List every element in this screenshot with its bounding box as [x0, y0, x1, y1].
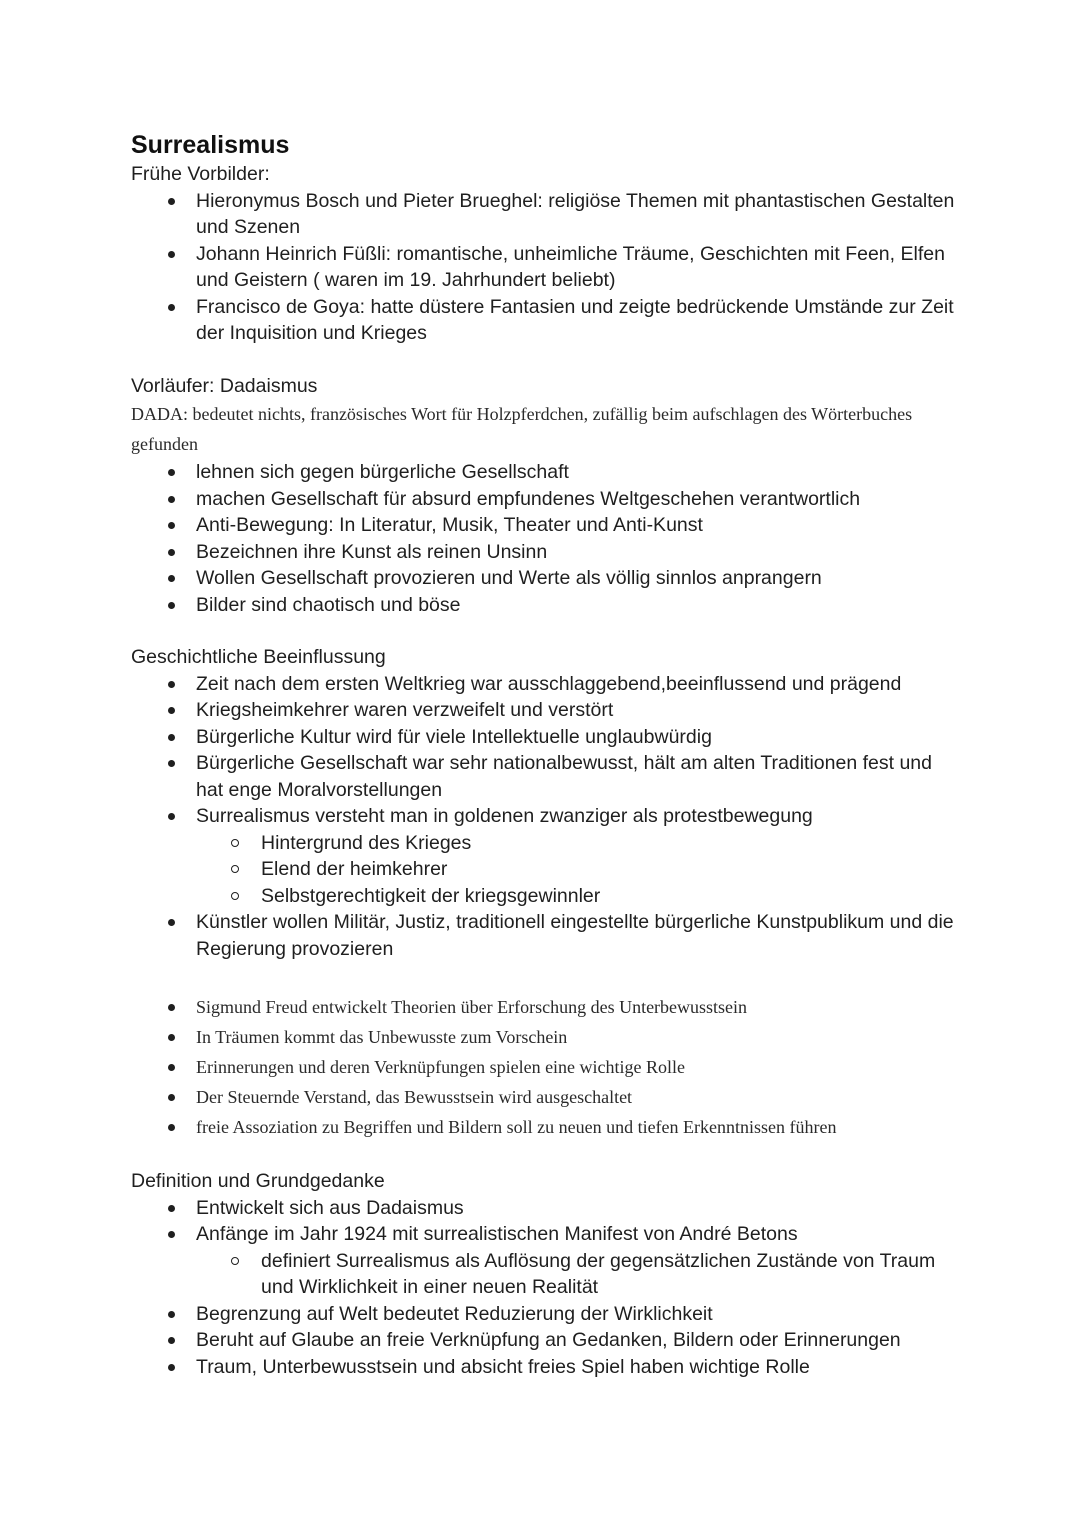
- list-item: Künstler wollen Militär, Justiz, traditionell eingestellte bürgerliche Kunstpublikum und die Regierung provozieren: [131, 909, 960, 962]
- dadaismus-heading: Vorläufer: Dadaismus: [131, 374, 318, 397]
- vorbilder-list: [131, 188, 960, 347]
- list-item: Anfänge im Jahr 1924 mit surrealistischen Manifest von André Betons: [131, 1221, 960, 1248]
- list-item: Sigmund Freud entwickelt Theorien über Erforschung des Unterbewusstsein: [131, 992, 960, 1022]
- list-item: freie Assoziation zu Begriffen und Bildern soll zu neuen und tiefen Erkenntnissen führen: [131, 1112, 960, 1142]
- list-item: Johann Heinrich Füßli: romantische, unheimliche Träume, Geschichten mit Feen, Elfen und Geistern ( waren im 19. Jahrhundert beliebt): [131, 241, 960, 294]
- definition-heading: Definition und Grundgedanke: [131, 1170, 385, 1192]
- page-title: Surrealismus: [131, 131, 290, 159]
- list-item: Hieronymus Bosch und Pieter Brueghel: religiöse Themen mit phantastischen Gestalten und Szenen: [131, 188, 960, 241]
- vorbilder-heading: Frühe Vorbilder:: [131, 163, 270, 185]
- list-item: In Träumen kommt das Unbewusste zum Vorschein: [131, 1022, 960, 1052]
- list-item: Zeit nach dem ersten Weltkrieg war ausschlaggebend,beeinflussend und prägend: [131, 671, 960, 698]
- list-item: Bürgerliche Gesellschaft war sehr nationalbewusst, hält am alten Traditionen fest und hat enge Moralvorstellungen: [131, 750, 960, 803]
- dadaismus-intro: DADA: bedeutet nichts, französisches Wort für Holzpferdchen, zufällig beim aufschlagen des Wörterbuches gefunden: [131, 404, 913, 454]
- sub-list-item: definiert Surrealismus als Auflösung der gegensätzlichen Zustände von Traum und Wirklichkeit in einer neuen Realität: [131, 1248, 960, 1301]
- list-item: Francisco de Goya: hatte düstere Fantasien und zeigte bedrückende Umstände zur Zeit der Inquisition und Krieges: [131, 294, 960, 347]
- list-item: machen Gesellschaft für absurd empfundenes Weltgeschehen verantwortlich: [131, 486, 960, 513]
- list-item: lehnen sich gegen bürgerliche Gesellschaft: [131, 459, 960, 486]
- freud-list: [131, 992, 960, 1142]
- list-item: Erinnerungen und deren Verknüpfungen spielen eine wichtige Rolle: [131, 1052, 960, 1082]
- list-item: Beruht auf Glaube an freie Verknüpfung an Gedanken, Bildern oder Erinnerungen: [131, 1327, 960, 1354]
- list-item: Bezeichnen ihre Kunst als reinen Unsinn: [131, 539, 960, 566]
- list-item: Entwickelt sich aus Dadaismus: [131, 1195, 960, 1222]
- list-item: Traum, Unterbewusstsein und absicht freies Spiel haben wichtige Rolle: [131, 1354, 960, 1381]
- geschichte-heading: Geschichtliche Beeinflussung: [131, 646, 386, 668]
- definition-list: [131, 1195, 960, 1381]
- list-item: Der Steuernde Verstand, das Bewusstsein wird ausgeschaltet: [131, 1082, 960, 1112]
- list-item: Surrealismus versteht man in goldenen zwanziger als protestbewegung: [131, 803, 960, 830]
- list-item: Kriegsheimkehrer waren verzweifelt und verstört: [131, 697, 960, 724]
- dadaismus-list: [131, 459, 960, 618]
- sub-list-item: Elend der heimkehrer: [131, 856, 960, 883]
- list-item: Wollen Gesellschaft provozieren und Werte als völlig sinnlos anprangern: [131, 565, 960, 592]
- sub-list-item: Hintergrund des Krieges: [131, 830, 960, 857]
- geschichte-list: [131, 671, 960, 963]
- list-item: Anti-Bewegung: In Literatur, Musik, Theater und Anti-Kunst: [131, 512, 960, 539]
- list-item: Bürgerliche Kultur wird für viele Intellektuelle unglaubwürdig: [131, 724, 960, 751]
- list-item: Bilder sind chaotisch und böse: [131, 592, 960, 619]
- sub-list-item: Selbstgerechtigkeit der kriegsgewinnler: [131, 883, 960, 910]
- list-item: Begrenzung auf Welt bedeutet Reduzierung der Wirklichkeit: [131, 1301, 960, 1328]
